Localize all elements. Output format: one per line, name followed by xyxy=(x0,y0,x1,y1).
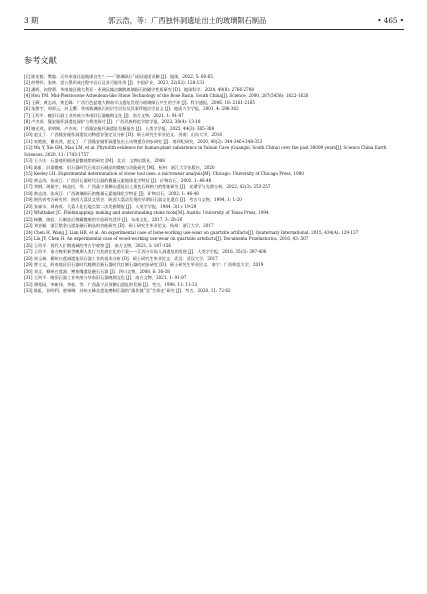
reference-item: [18] 黄志涛，张成江．广西玻璃陨石的微量元素地球化学特征 [J]．矿物岩石，2002, 1: 46-48 xyxy=(24,190,199,196)
header-rule xyxy=(24,29,404,30)
reference-item: [32] 谭苑园，李新伟，李桂，等．广西晶宁县顶狮山遗址的发掘 [J]．考古，1998, 11: 11-33 xyxy=(24,281,198,287)
reference-item: [4] Hou YM. Mid-Pleistocene Acheulean-like Stone Technology of the Bose Basin, South China[J]. Science, 2000, 287(5458): 1622-1626 xyxy=(24,93,309,99)
reference-item: [31] 王幼平．晚旧石器工业传统与华南旧石器晚期文化 [J]．南方文物，2021, 1: 91-97 xyxy=(24,275,187,281)
reference-item: [26] 王幼平．现代人扩散视域的考古学观察 [J]．南方文物，2023, 3: 147-156 xyxy=(24,242,171,248)
reference-item: [3] 潘晖，何智勇．华南地区澳大利亚 - 亚洲远撞击飘散玻璃陨石的磁学性质研究 [D]．地球科学，2024, 49(8): 2766-2788 xyxy=(24,86,255,92)
running-header xyxy=(24,16,404,28)
reference-item: [13] 王小庆．石器使用痕迹显微观察的研究 [M]．北京：文物出版社，2008 xyxy=(24,158,165,164)
reference-item: [30] 刘文．柳州白莲洞、鲤鱼嘴遗址磁石石器 [J]．四川文物，2008, 6: 36-38 xyxy=(24,268,170,274)
section-title: 参考文献 xyxy=(24,55,57,65)
reference-item: [10] 赵文丁．广西隆安娅怀洞遗址动物遗存鉴定及分析 [D]．硕士研究生毕业论文．济南：山东大学，2018 xyxy=(24,132,222,138)
reference-item: [12] Wu Y, Xie GM, Mao LM, et al. Phytolith evidence for human-plant subsistence in Yaluan Cave (Guangxi, South China) over the past 30000 years[J]. Science China Earth Sciences, 2020, 11: 1743-1757 xyxy=(24,145,387,157)
reference-item: [5] 王颜，黄志涛，黄艺峰．广西百色盆地大梅南半山遗址发现与玻璃陨石共生的手斧 [J]．科学通报，2006, 18: 2161-2165 xyxy=(24,99,255,105)
reference-item: [17] 李钢，周振宇，杨益民，等．广西晶宁顶狮山遗址出土黑色石料格刀的性能研究 [J]．光谱学与光谱分析，2022, 42(3): 253-257 xyxy=(24,184,271,190)
reference-item: [1] 陈宏毅，樊聪．天外来客还是地球自生？——“玻璃陨石”成因谜团详解 [J]．地球，2022, 5: 60-65 xyxy=(24,74,213,79)
reference-item: [21] Whittaker JC. Flintknapping: making and understanding stone tools[M]. Austin: University of Texas Press, 1994 xyxy=(24,210,269,216)
reference-item: [19] 陕西省考古研究所．陕西大荔县文管会．陕西大荔县发现的早期旧石器文化遗存 [J]．考古与文物，1994, 1: 1-20 xyxy=(24,197,242,203)
running-title: 郭云浩，等：广西独怀洞遗址出土的玻璃陨石制品 xyxy=(108,16,267,25)
reference-item: [16] 黄志涛，张成江．广西旧石器时代石器的微量元素地球化学特征 [J]．矿物岩石，2002, 1: 46-48 xyxy=(24,177,212,183)
reference-item: [14] 陈虹．旧器微痕：旧石器时代石英岩石制品的微痕与功能研究 [M]．杭州：浙江大学出版社，2020 xyxy=(24,164,215,170)
reference-item: [6] 朱甜宇，周厚云，苏玉樱．华南玻璃陨石的层生层位及其事件地层学意义 [J]．地质力学学报，2001, 4: 296-302 xyxy=(24,106,239,112)
reference-item: [25] Liu JY, Chen H. An experimental case of wood-working use-wear on quartzite artefacts[J]. Documenta Praehistorica, 2016, 43: 507 xyxy=(24,236,309,242)
reference-item: [22] 杨鹏，陈虹．石制品后埋藏微痕的实验研究述评 [J]．东南文化，2017, 3: 20-26 xyxy=(24,216,183,222)
reference-item: [11] 宋艳波，谢光茂，赵文丁．广西隆安娅怀洞遗址出土动物遗存初步研究 [J]．第四纪研究，2020, 40(2): 344-346+348-353 xyxy=(24,138,263,144)
reference-item: [15] Keeley LH. Experimental determination of stone tool uses: a microwear analysis[M]. Chicago: University of Chicago Press, 1980 xyxy=(24,171,304,177)
journal-issue: 3 期 xyxy=(24,16,39,25)
reference-item: [23] 刘音颖．浙江紫金山遗址磁石制品的功能研究 [D]．硕士研究生毕业论文．杭州：浙江大学，2017 xyxy=(24,223,214,229)
reference-item: [27] 王幼平．南方晚更新世晚期人类行为发展在化的个案——江西万年仙人洞遗址的发现 [J]．人类学学报，2016, 35(3): 397-406 xyxy=(24,249,267,255)
reference-item: [33] 陈虹，孙明利，唐锡琳．苏州五峰北遗址磨制石器的“操作链”及“生命史”研究 [J]．考古，2020, 11: 72-82 xyxy=(24,287,231,293)
reference-item: [20] 张森水，周春茂．大荔人化石地点第二次发掘简报 [J]．人类学学报，1984, 3(1): 19-29 xyxy=(24,203,197,209)
reference-list xyxy=(24,74,402,294)
reference-item: [7] 王幼平．晚旧石器工业传统与华南旧石器晚期文化 [J]．南方文物，2021, 1: 91-97 xyxy=(24,112,184,118)
reference-item: [2] 何赞怀，张林．雷公墨形成过程中岩石及其可能作用 [J]．中国矿业，2023, 32(S2): 128-131 xyxy=(24,80,205,86)
page-number: • 465 • xyxy=(377,16,404,25)
reference-item: [9] 谢光茂，余明辉，卢杰英．广西隆安娅怀洞遗址发掘报告 [J]．人类学学报，2025, 44(3): 365-388 xyxy=(24,125,215,131)
reference-item: [28] 周玉端．柳州白莲洞遗址旧石器工业的技术分析 [D]．硕士研究生毕业论文．武汉：武汉大学，2017 xyxy=(24,255,218,261)
reference-item: [24] Chen H, Wang J, Lian HR, et al. An experimental case of bone-working use-wear on quartzite artifacts[J]. Quaternary International, 2015, 434(A): 129-137 xyxy=(24,229,359,235)
reference-item: [29] 曾立文，岭南地区旧石器时代晚期至新石器时代打制石器的初步研究 [D]．硕士研究生毕业论文．南宁：广西师范大学，2019 xyxy=(24,262,264,268)
reference-item: [8] 卢杰英．隆安娅怀洞遗址保护与利用探讨 [J]．广西民族师范学院学报，2023, 38(4): 13-18 xyxy=(24,119,201,125)
